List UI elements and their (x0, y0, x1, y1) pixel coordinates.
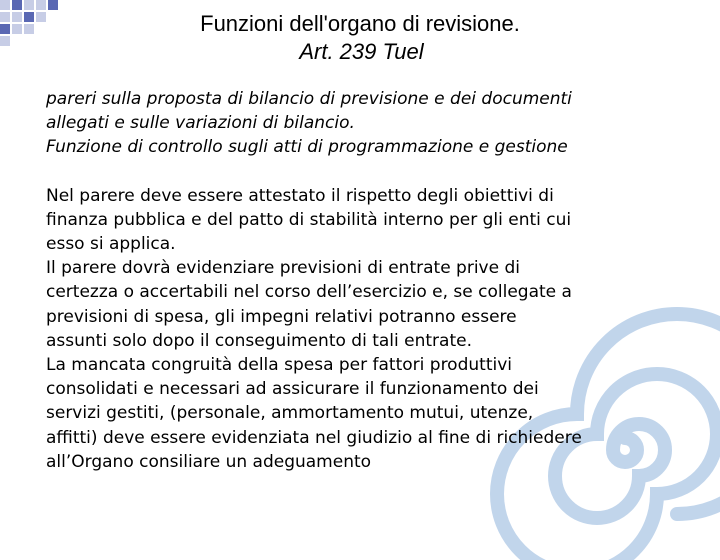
paragraph-line: certezza o accertabili nel corso dell’esercizio e, se collegate a (46, 282, 572, 303)
body-text (46, 87, 686, 474)
paragraph-line: all’Organo consiliare un adeguamento (46, 451, 372, 472)
intro-line: allegati e sulle variazioni di bilancio. (46, 113, 355, 134)
paragraph-line: Nel parere deve essere attestato il rispetto degli obiettivi di (46, 185, 554, 206)
paragraph-line: affitti) deve essere evidenziata nel giudizio al fine di richiedere (46, 427, 582, 448)
paragraph-line: servizi gestiti, (personale, ammortamento mutui, utenze, (46, 403, 534, 424)
paragraph-line: Il parere dovrà evidenziare previsioni di entrate prive di (46, 258, 520, 279)
paragraph-line: La mancata congruità della spesa per fattori produttivi (46, 355, 512, 376)
paragraph-line: finanza pubblica e del patto di stabilità interno per gli enti cui (46, 209, 572, 230)
title-line-1: Funzioni dell'organo di revisione. (200, 11, 520, 36)
page-title (0, 10, 720, 66)
paragraph-line: consolidati e necessari ad assicurare il funzionamento dei (46, 379, 539, 400)
intro-line: pareri sulla proposta di bilancio di previsione e dei documenti (46, 89, 572, 109)
title-line-2: Art. 239 Tuel (299, 39, 424, 64)
paragraph-line: previsioni di spesa, gli impegni relativi potranno essere (46, 306, 517, 327)
paragraph-line: assunti solo dopo il conseguimento di tali entrate. (46, 330, 472, 351)
paragraph-line: esso si applica. (46, 234, 176, 255)
intro-line: Funzione di controllo sugli atti di programmazione e gestione (46, 137, 568, 158)
